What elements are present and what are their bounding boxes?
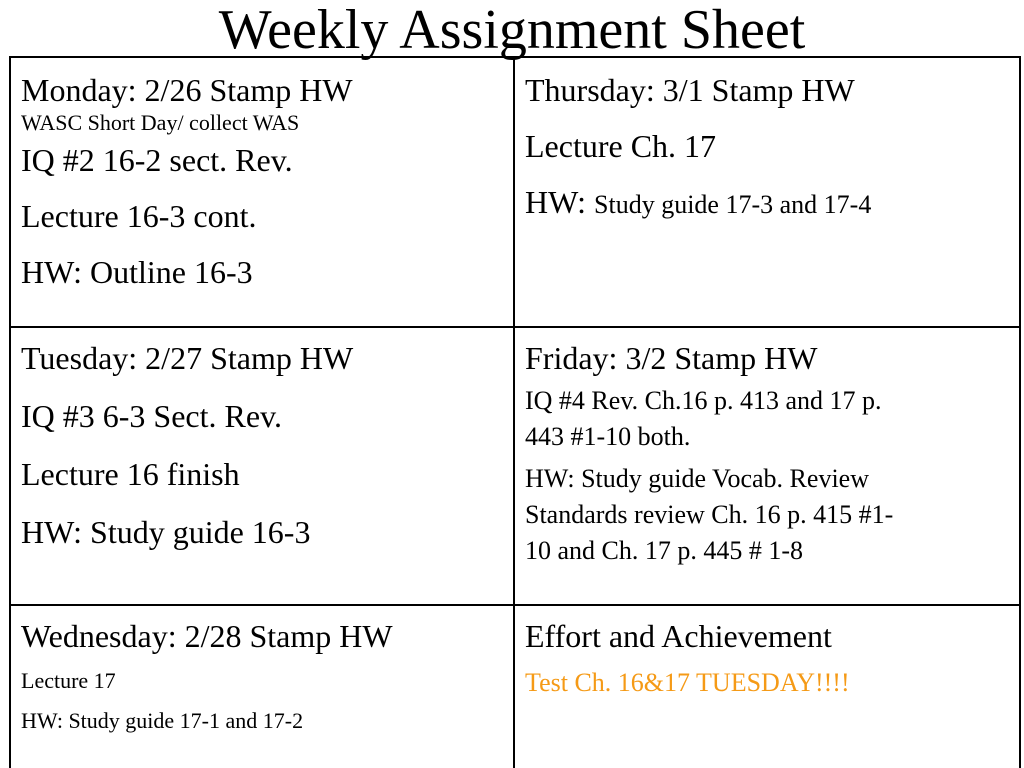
- friday-line-2c: 10 and Ch. 17 p. 445 # 1-8: [525, 536, 804, 565]
- cell-effort: [515, 618, 1021, 698]
- friday-line-2a: HW: Study guide Vocab. Review: [525, 464, 869, 493]
- cell-wednesday: [11, 618, 513, 734]
- tuesday-header: Tuesday: 2/27 Stamp HW: [21, 340, 354, 376]
- thursday-hw-text: Study guide 17-3 and 17-4: [594, 190, 872, 219]
- wednesday-line-2: HW: Study guide 17-1 and 17-2: [21, 708, 304, 733]
- monday-line-3: Lecture 16-3 cont.: [21, 198, 257, 234]
- cell-friday: [515, 340, 1021, 566]
- row-divider-2: [11, 604, 1019, 606]
- cell-monday: [11, 72, 513, 290]
- tuesday-line-1: IQ #3 6-3 Sect. Rev.: [21, 398, 282, 434]
- friday-line-1a: IQ #4 Rev. Ch.16 p. 413 and 17 p.: [525, 386, 882, 415]
- wednesday-header: Wednesday: 2/28 Stamp HW: [21, 618, 393, 654]
- test-announcement: Test Ch. 16&17 TUESDAY!!!!: [525, 668, 850, 697]
- cell-thursday: [515, 72, 1021, 220]
- monday-header: Monday: 2/26 Stamp HW: [21, 72, 353, 108]
- tuesday-line-2: Lecture 16 finish: [21, 456, 240, 492]
- friday-header: Friday: 3/2 Stamp HW: [525, 340, 818, 376]
- effort-header: Effort and Achievement: [525, 618, 832, 654]
- thursday-hw-line: [525, 184, 1011, 220]
- assignment-grid: [9, 56, 1021, 768]
- monday-line-4: HW: Outline 16-3: [21, 254, 253, 290]
- row-divider-1: [11, 326, 1019, 328]
- thursday-header: Thursday: 3/1 Stamp HW: [525, 72, 855, 108]
- monday-line-2: IQ #2 16-2 sect. Rev.: [21, 142, 293, 178]
- page-title: Weekly Assignment Sheet: [218, 0, 806, 61]
- cell-tuesday: [11, 340, 513, 550]
- tuesday-line-3: HW: Study guide 16-3: [21, 514, 311, 550]
- friday-line-1b: 443 #1-10 both.: [525, 422, 691, 451]
- friday-line-2b: Standards review Ch. 16 p. 415 #1-: [525, 500, 894, 529]
- thursday-line-1: Lecture Ch. 17: [525, 128, 717, 164]
- wednesday-line-1: Lecture 17: [21, 668, 116, 693]
- monday-line-1: WASC Short Day/ collect WAS: [21, 110, 300, 135]
- thursday-hw-label: HW:: [525, 184, 587, 220]
